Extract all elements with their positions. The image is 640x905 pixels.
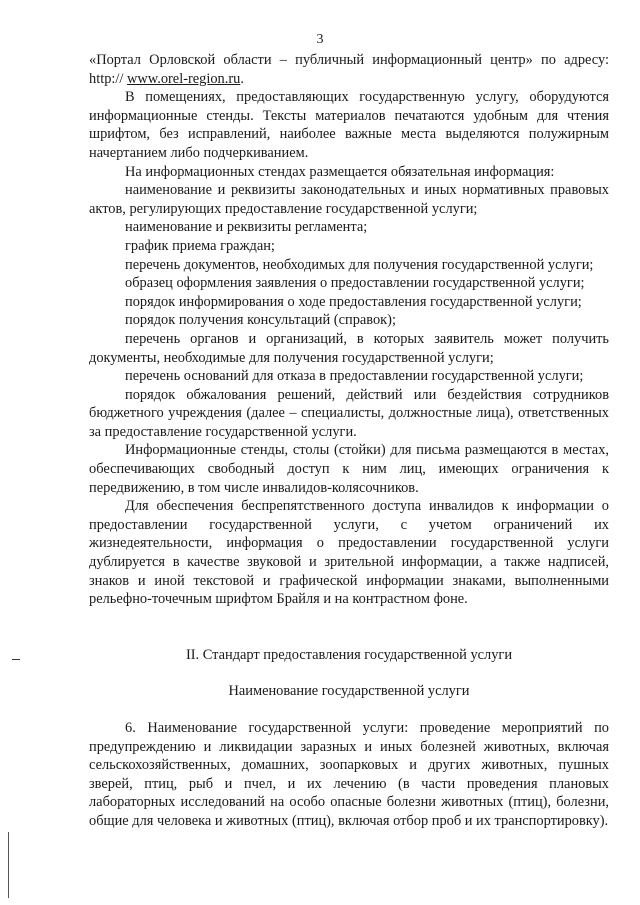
paragraph-accessibility-stands: Информационные стенды, столы (стойки) для письма размещаются в местах, обеспечивающих свободный доступ к ним лиц, имеющих ограничения к передвижению, в том числе инвалидов-колясочников. (89, 442, 609, 496)
scan-margin-mark (8, 832, 9, 898)
section-subtitle: Наименование государственной услуги (228, 683, 470, 700)
list-item-refusal-grounds: перечень оснований для отказа в предоставлении государственной услуги; (125, 368, 584, 385)
paragraph-stands: В помещениях, предоставляющих государственную услугу, оборудуются информационные стенды. Тексты материалов печатаются удобным для чтения шрифтом, без исправлений, наиболее важные места выделяются полужирным начертанием либо подчеркиванием. (89, 89, 609, 161)
paragraph-braille: Для обеспечения беспрепятственного доступа инвалидов к информации о предоставлении государственной услуги, с учетом ограничений их жизнедеятельности, информация о предоставлении государственной услуги дублируется в качестве звуковой и зрительной информации, а также надписей, знаков и иной текстовой и графической информации знаками, выполненными рельефно-точечным шрифтом Брайля и на контрастном фоне. (89, 498, 609, 608)
spacer (89, 609, 609, 646)
list-item-legal-acts: наименование и реквизиты законодательных и иных нормативных правовых актов, регулирующих предоставление государственной услуги; (89, 182, 609, 217)
spacer (89, 664, 609, 682)
list-item-schedule: график приема граждан; (125, 237, 275, 254)
paragraph-portal (89, 51, 609, 88)
list-item-consultations: порядок получения консультаций (справок); (125, 312, 396, 329)
list-item-regulation: наименование и реквизиты регламента; (125, 219, 368, 236)
page-number: 3 (316, 32, 324, 47)
paragraph-service-name: 6. Наименование государственной услуги: проведение мероприятий по предупреждению и ликвидации заразных и иных болезней животных, включая сельскохозяйственных, домашних, зоопарковых и других животных, пушных зверей, птиц, рыб и пчел, и их лечению (в части проведения плановых лабораторных исследований на особо опасные болезни животных (птиц), болезни, общие для человека и животных (птиц), включая отбор проб и их транспортировку). (89, 720, 609, 829)
spacer (89, 701, 609, 719)
list-item-organizations: перечень органов и организаций, в которых заявитель может получить документы, необходимые для получения государственной услуги; (89, 330, 609, 366)
list-item-application-sample: образец оформления заявления о предоставлении государственной услуги; (125, 275, 585, 292)
document-body (89, 51, 609, 831)
list-item-documents: перечень документов, необходимых для получения государственной услуги; (125, 256, 594, 273)
scan-dash-mark (12, 659, 20, 660)
portal-text: «Портал Орловской области – публичный информационный центр» по адресу: http:// (89, 52, 609, 87)
section-title: II. Стандарт предоставления государственной услуги (185, 646, 513, 663)
list-item-appeal: порядок обжалования решений, действий или бездействия сотрудников бюджетного учреждения (далее – специалисты, должностные лица), ответственных за предоставление государственной услуги. (89, 386, 609, 440)
paragraph-mandatory-info: На информационных стендах размещается обязательная информация: (125, 163, 555, 180)
portal-text-end: . (240, 70, 244, 87)
list-item-progress-info: порядок информирования о ходе предоставления государственной услуги; (125, 293, 582, 310)
portal-link[interactable]: www.orel-region.ru (126, 70, 241, 87)
